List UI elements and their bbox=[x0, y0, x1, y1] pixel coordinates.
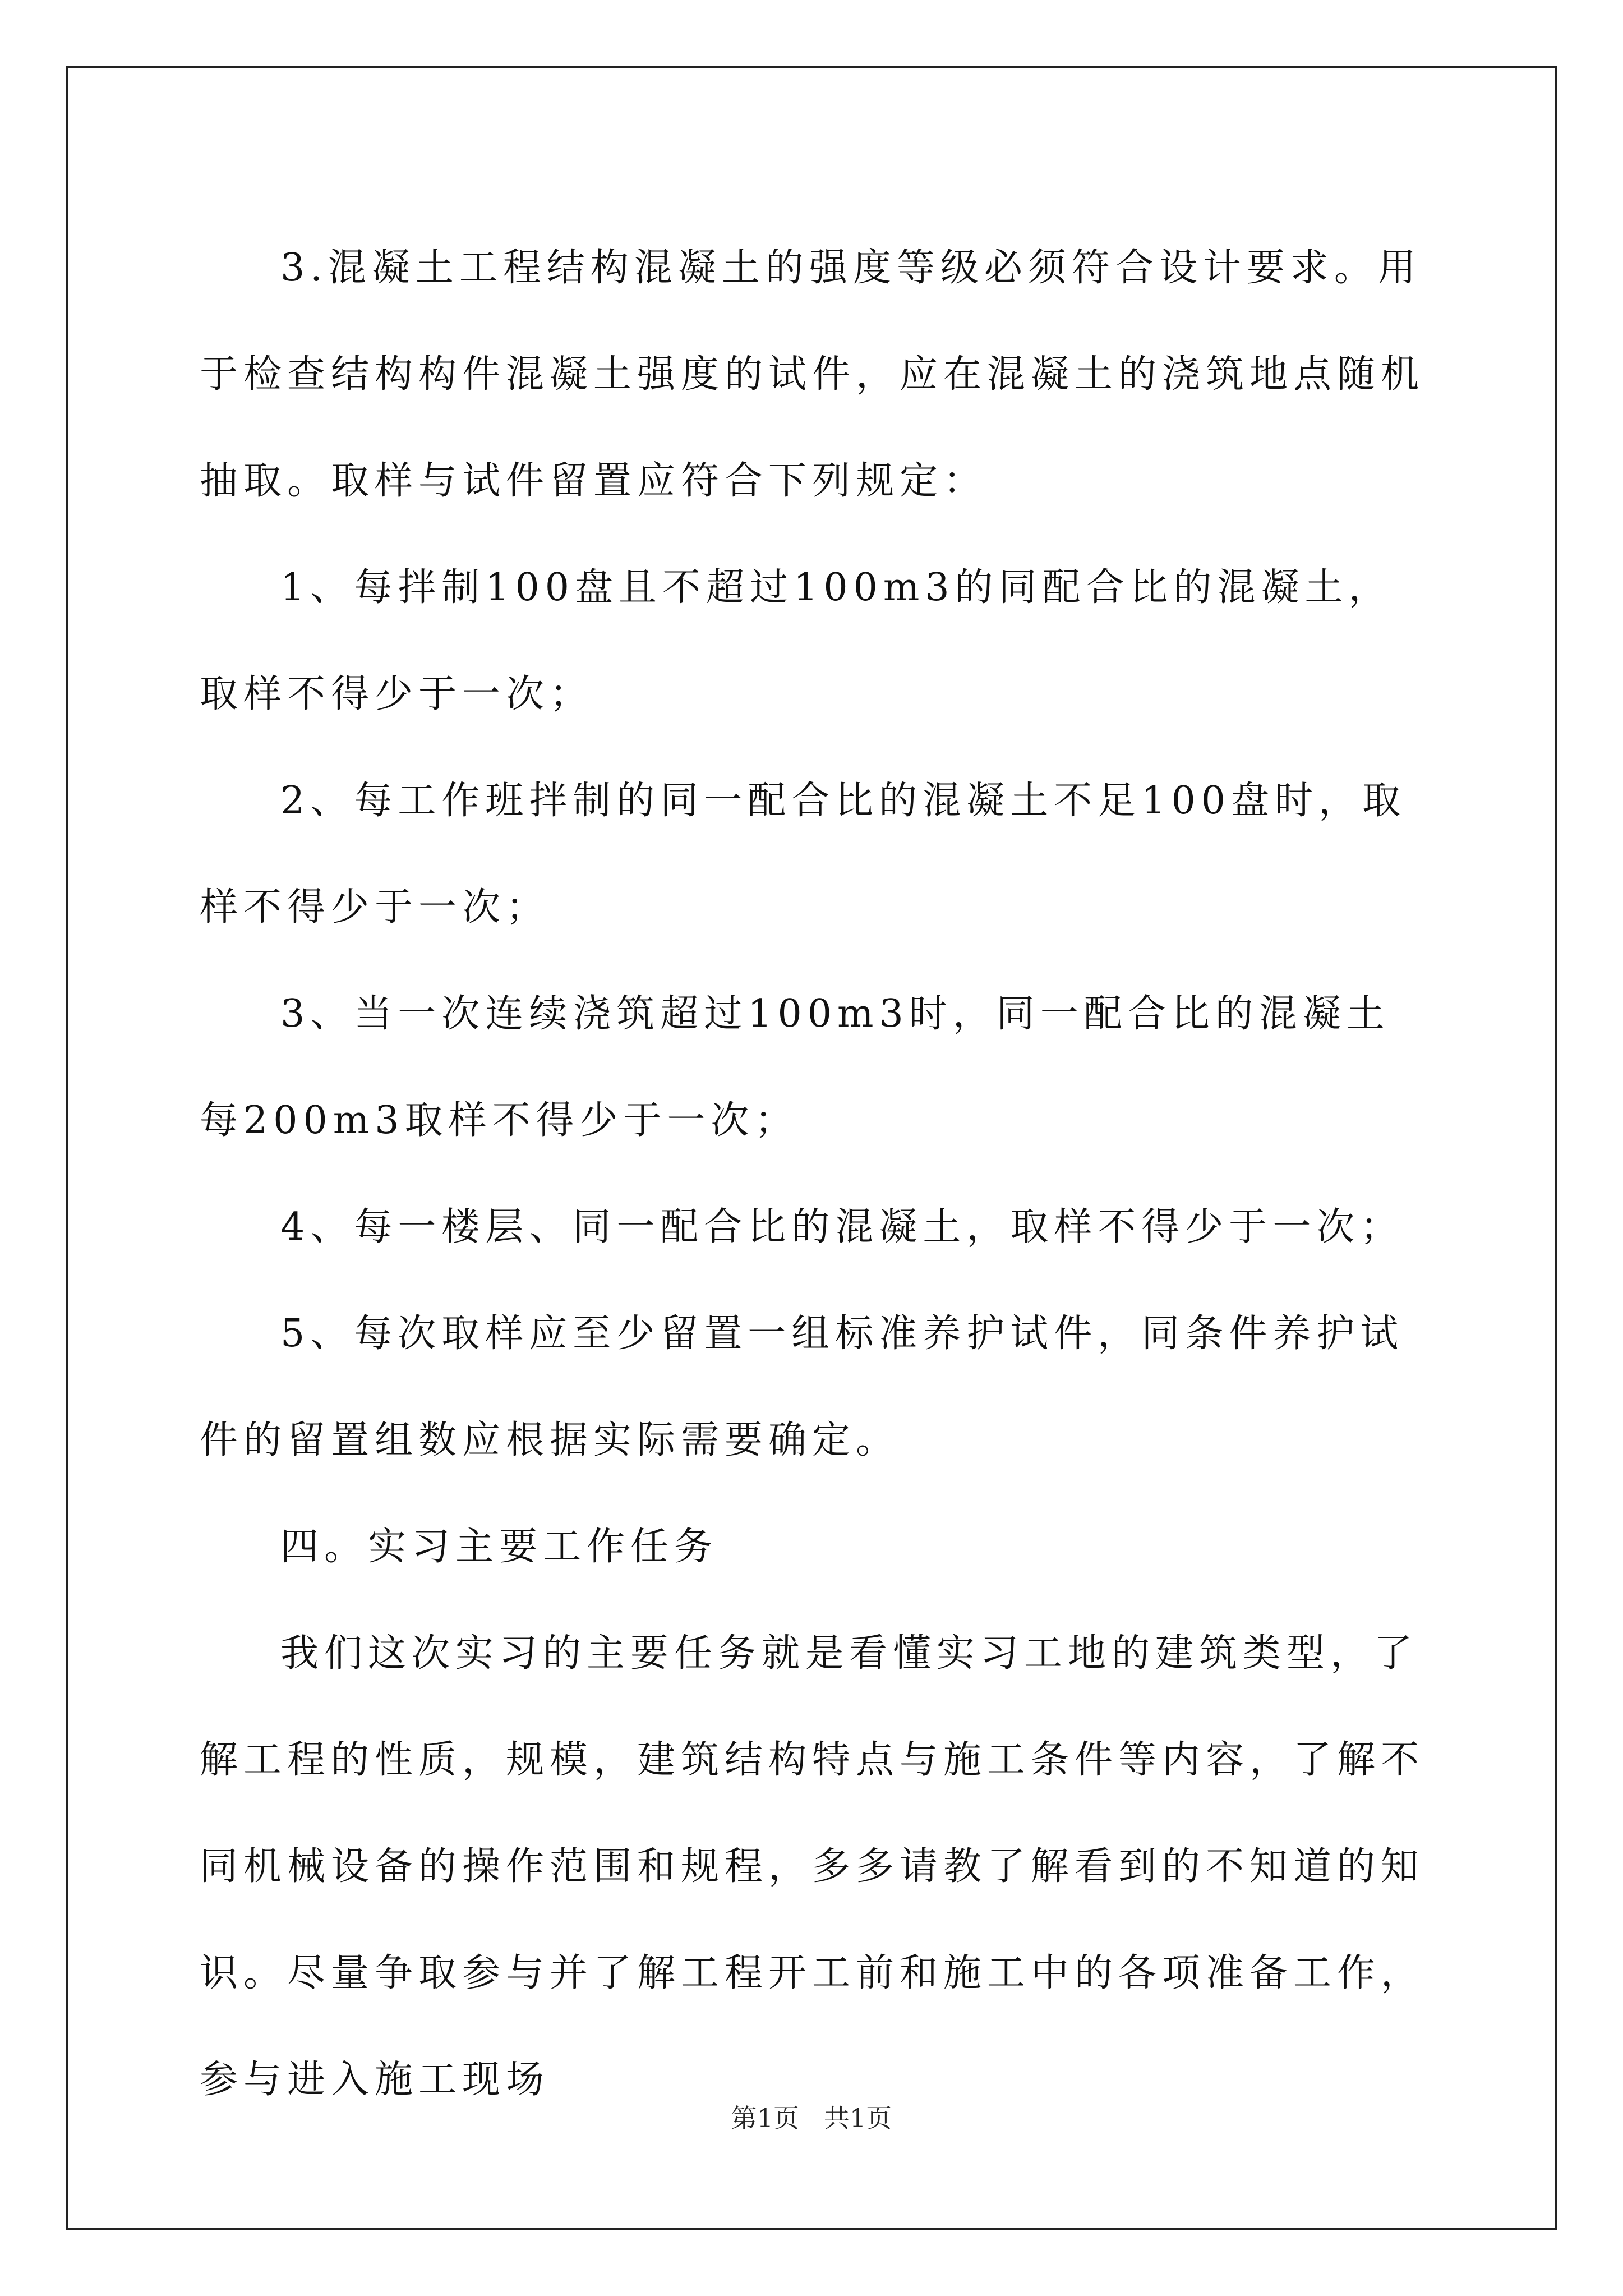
paragraph-rule-4: 4、每一楼层、同一配合比的混凝土，取样不得少于一次； bbox=[280, 1205, 1404, 1249]
paragraph-rule-1: 1、每拌制100盘且不超过100m3的同配合比的混凝土，取样不得少于一次； bbox=[200, 565, 1393, 716]
page-total: 共1页 bbox=[823, 2103, 892, 2133]
paragraph-rule-2: 2、每工作班拌制的同一配合比的混凝土不足100盘时，取样不得少于一次； bbox=[200, 779, 1407, 930]
page-number: 第1页 bbox=[731, 2103, 800, 2133]
paragraph-tasks: 我们这次实习的主要任务就是看懂实习工地的建筑类型，了解工程的性质，规模，建筑结构特点与施工条件等内容，了解不同机械设备的操作范围和规程，多多请教了解看到的不知道的知识。尽量争取参与并了解工程开工前和施工中的各项准备工作，参与进入施工现场 bbox=[200, 1631, 1425, 2102]
document-body bbox=[200, 215, 1431, 2133]
paragraph-rule-5: 5、每次取样应至少留置一组标准养护试件，同条件养护试件的留置组数应根据实际需要确定。 bbox=[200, 1312, 1404, 1462]
paragraph-rule-3: 3、当一次连续浇筑超过100m3时，同一配合比的混凝土每200m3取样不得少于一次； bbox=[200, 992, 1390, 1143]
page-footer bbox=[0, 2098, 1623, 2135]
paragraph-concrete-requirements: 3.混凝土工程结构混凝土的强度等级必须符合设计要求。用于检查结构构件混凝土强度的试件，应在混凝土的浇筑地点随机抽取。取样与试件留置应符合下列规定： bbox=[200, 246, 1425, 503]
section-heading-tasks: 四。实习主要工作任务 bbox=[280, 1525, 718, 1569]
